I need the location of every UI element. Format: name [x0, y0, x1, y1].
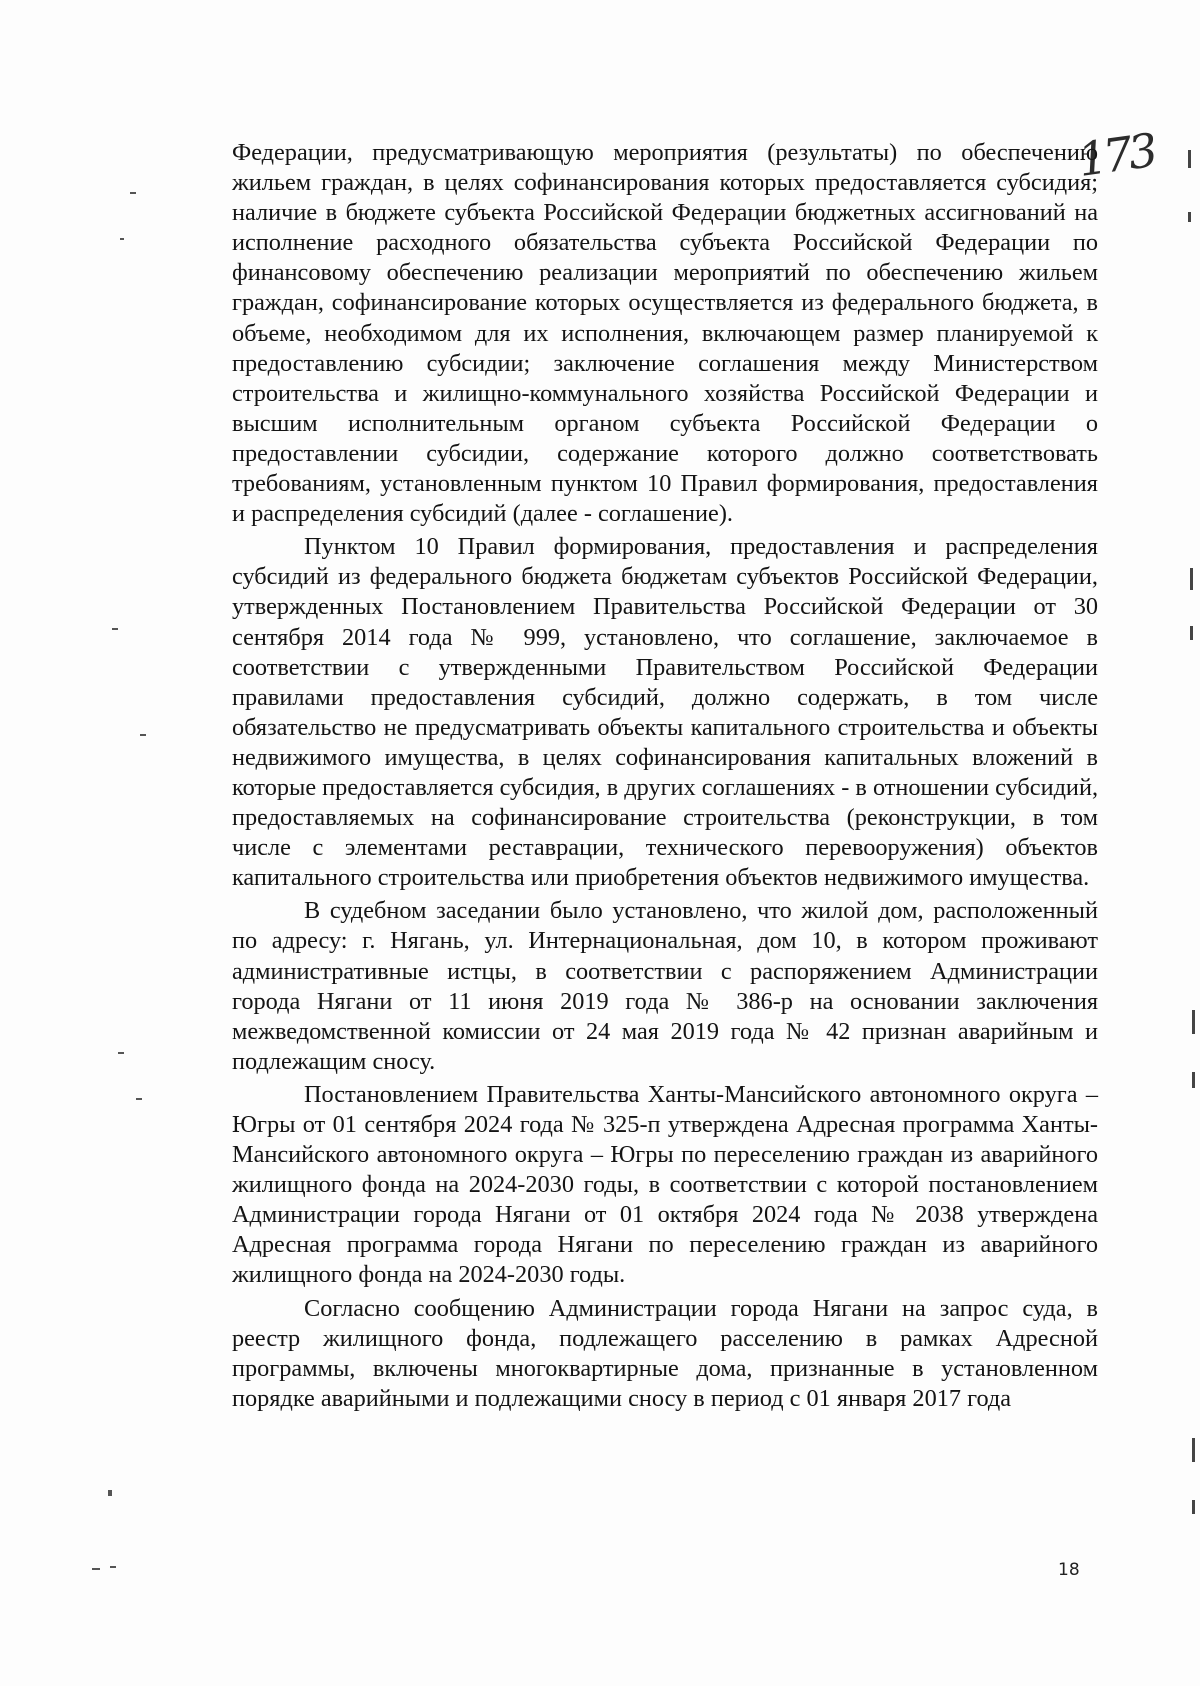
- scan-mark: [92, 1568, 100, 1570]
- scan-mark: [110, 1566, 116, 1568]
- scan-mark: [1188, 150, 1191, 168]
- paragraph-3: В судебном заседании было установлено, что жилой дом, расположенный по адресу: г. Нягань, ул. Интернациональная, дом 10, в котором проживают административные истцы, в соответствии с распоряжением Администрации города Нягани от 11 июня 2019 года № 386-р на основании заключения межведомственной комиссии от 24 мая 2019 года № 42 признан аварийным и подлежащим сносу.: [232, 897, 1098, 1075]
- paragraph-5: Согласно сообщению Администрации города Нягани на запрос суда, в реестр жилищного фонда, подлежащего расселению в рамках Адресной программы, включены многоквартирные дома, признанные в установленном порядке аварийными и подлежащими сносу в период с 01 января 2017 года: [232, 1294, 1098, 1412]
- scan-mark: [108, 1490, 112, 1496]
- scan-mark: [120, 238, 124, 240]
- paragraph-2: Пунктом 10 Правил формирования, предоставления и распределения субсидий из федерального бюджета бюджетам субъектов Российской Федерации, утвержденных Постановлением Правительства Российской Федерации от 30 сентября 2014 года № 999, установлено, что соглашение, заключаемое в соответствии с утвержденными Правительством Российской Федерации правилами предоставления субсидий, должно содержать, в том числе обязательство не предусматривать объекты капитального строительства и объекты недвижимого имущества, в целях софинансирования капитальных вложений в которые предоставляется субсидия, в других соглашениях - в отношении субсидий, предоставляемых на софинансирование строительства (реконструкции, в том числе с элементами реставрации, технического перевооружения) объектов капитального строительства или приобретения объектов недвижимого имущества.: [232, 533, 1099, 892]
- scan-mark: [118, 1052, 124, 1054]
- scan-mark: [1192, 1438, 1195, 1462]
- scan-mark: [1188, 212, 1191, 222]
- scan-mark: [1192, 1072, 1195, 1088]
- scan-mark: [1190, 626, 1193, 640]
- paragraph-1: Федерации, предусматривающую мероприятия (результаты) по обеспечению жильем граждан, в целях софинансирования которых предоставляется субсидия; наличие в бюджете субъекта Российской Федерации бюджетных ассигнований на исполнение расходного обязательства субъекта Российской Федерации по финансовому обеспечению реализации мероприятий по обеспечению жильем граждан, софинансирование которых осуществляется из федерального бюджета, в объеме, необходимом для их исполнения, включающем размер планируемой к предоставлению субсидии; заключение соглашения между Министерством строительства и жилищно-коммунального хозяйства Российской Федерации и высшим исполнительным органом субъекта Российской Федерации о предоставлении субсидии, содержание которого должно соответствовать требованиям, установленным пунктом 10 Правил формирования, предоставления и распределения субсидий (далее - соглашение).: [232, 139, 1098, 528]
- scan-mark: [130, 192, 136, 194]
- document-body: [232, 138, 1098, 1417]
- scan-mark: [136, 1098, 142, 1100]
- scan-mark: [112, 628, 118, 630]
- handwritten-page-number: 173: [1074, 122, 1158, 188]
- scan-mark: [1190, 568, 1193, 590]
- paragraph-4: Постановлением Правительства Ханты-Мансийского автономного округа – Югры от 01 сентября 2024 года № 325-п утверждена Адресная программа Ханты-Мансийского автономного округа – Югры по переселению граждан из аварийного жилищного фонда на 2024-2030 годы, в соответствии с которой постановлением Администрации города Нягани от 01 октября 2024 года № 2038 утверждена Адресная программа города Нягани по переселению граждан из аварийного жилищного фонда на 2024-2030 годы.: [232, 1080, 1098, 1289]
- page-number: 18: [1058, 1560, 1080, 1580]
- scan-mark: [1192, 1500, 1195, 1514]
- scan-mark: [1192, 1010, 1195, 1034]
- scan-mark: [140, 734, 146, 736]
